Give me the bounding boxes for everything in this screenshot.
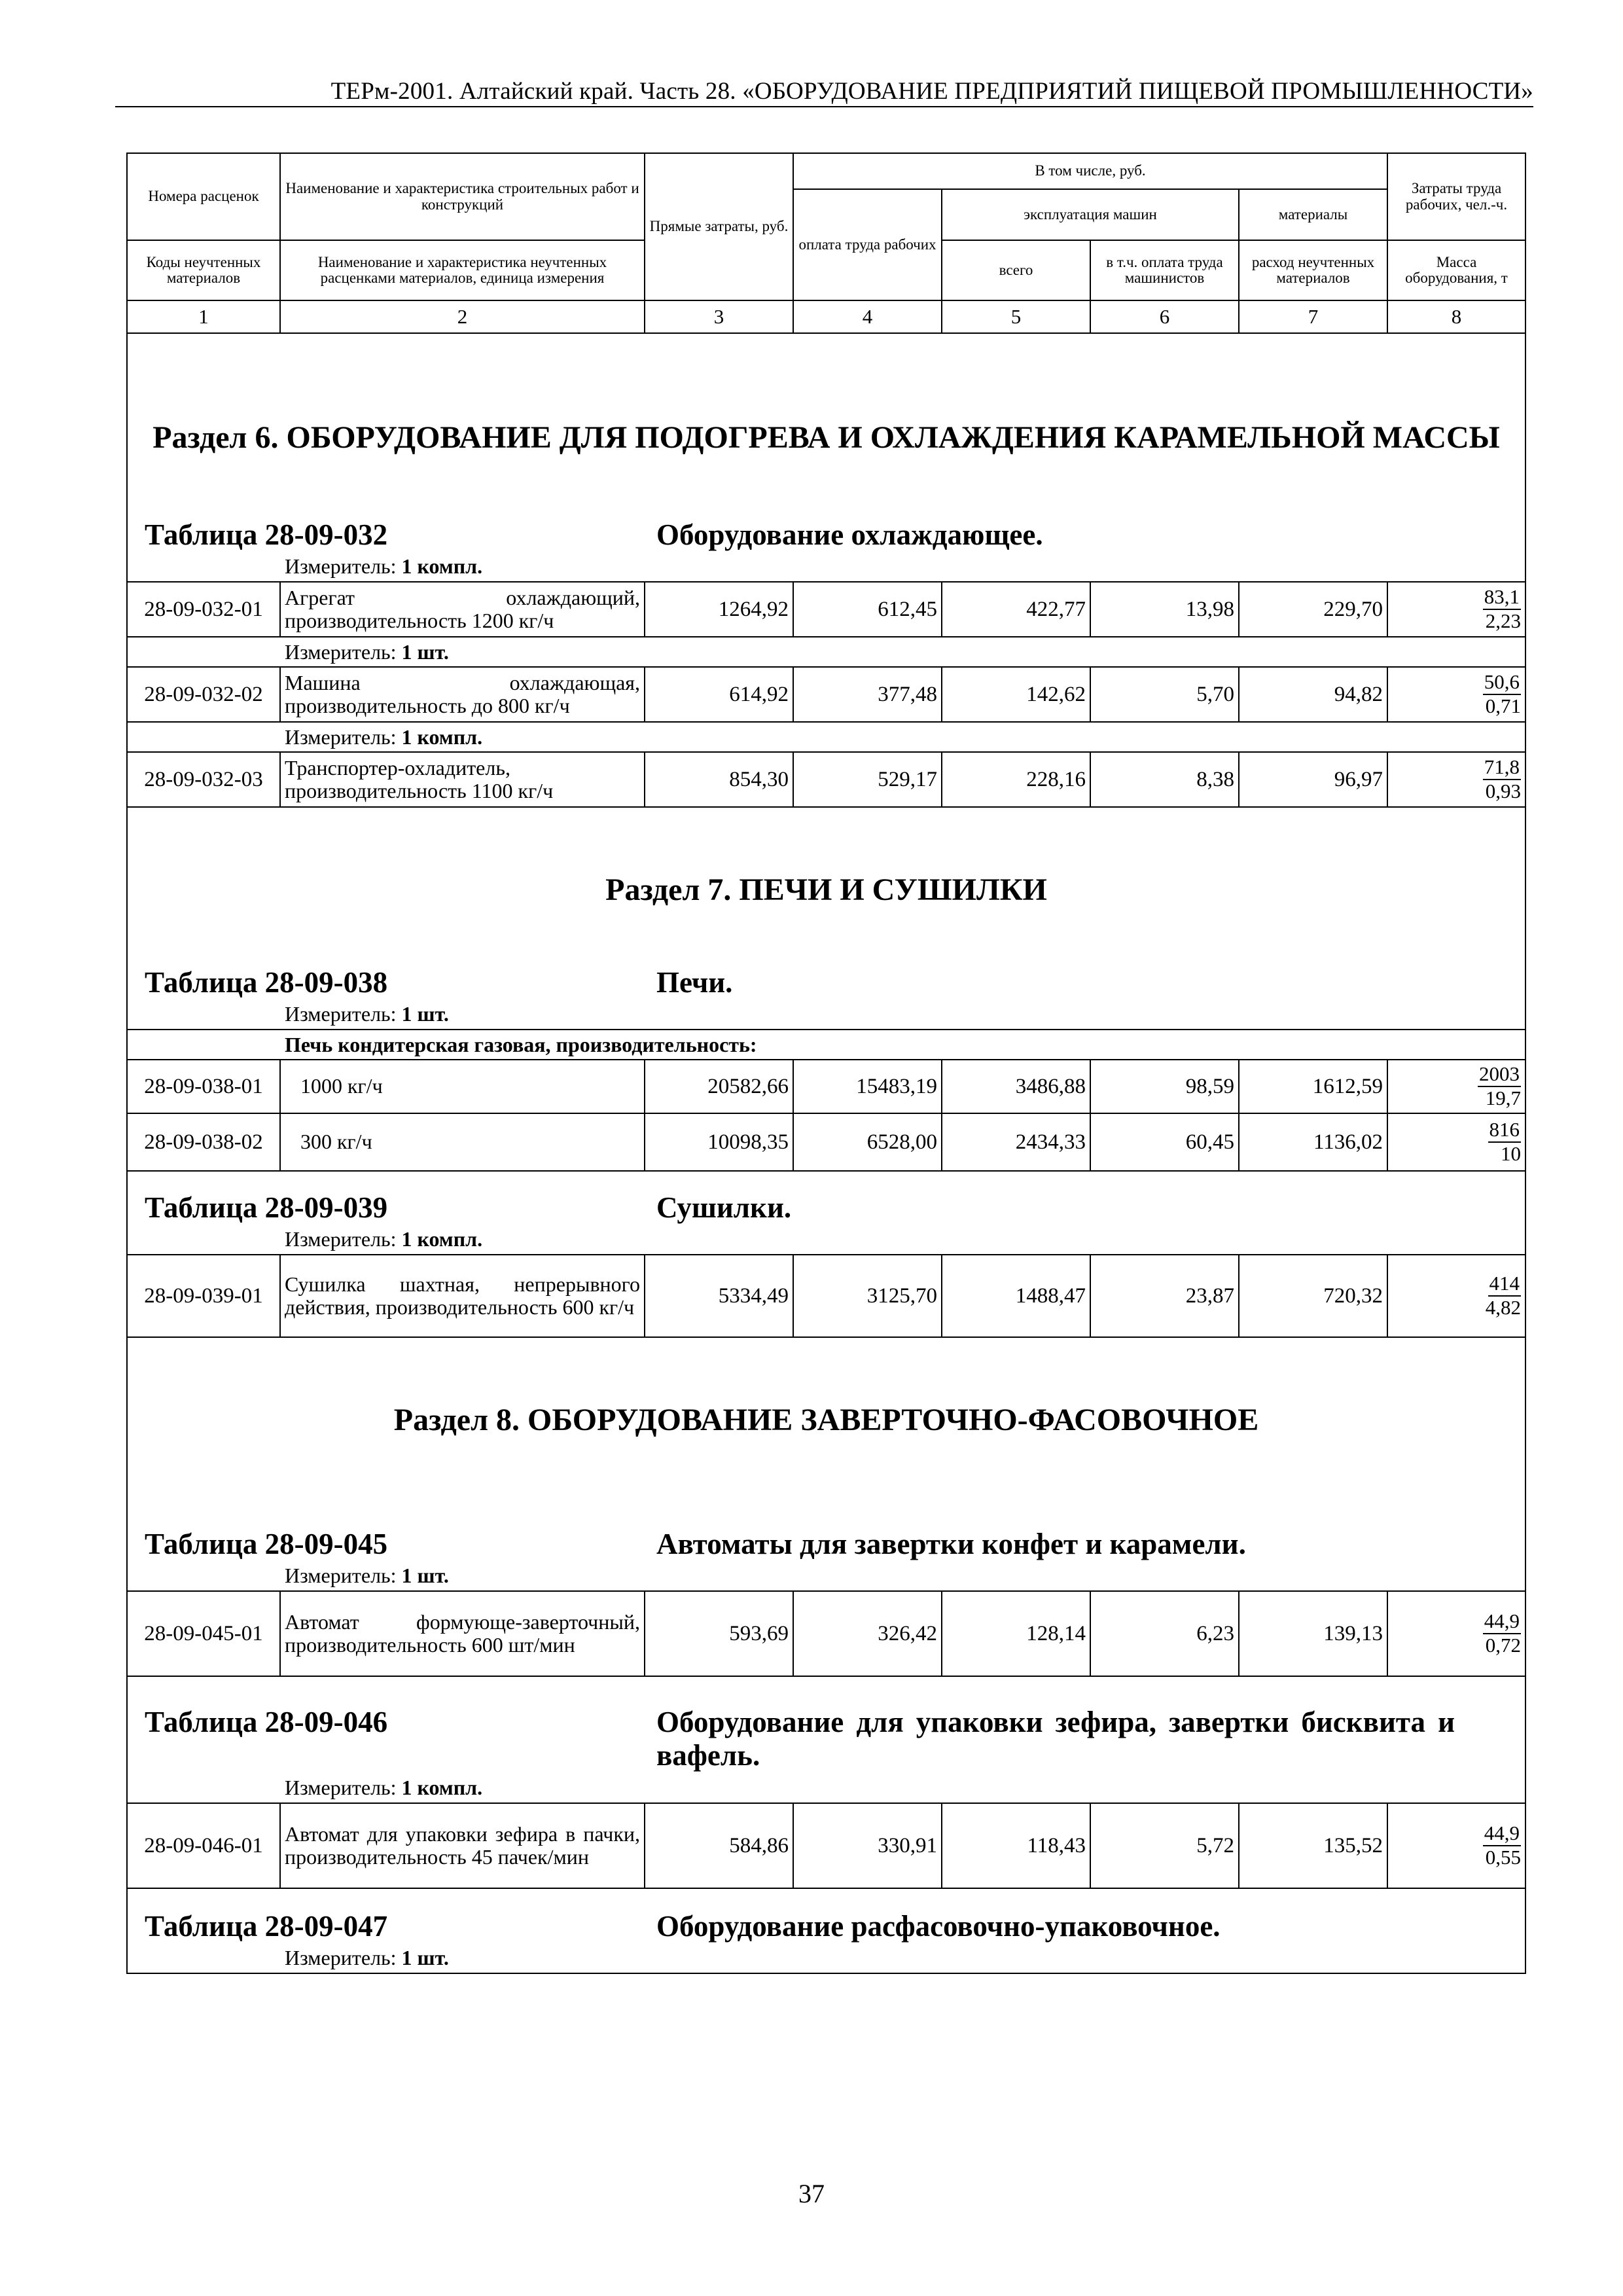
table-label: Таблица 28-09-046 — [145, 1705, 388, 1738]
table-label: Таблица 28-09-045 — [145, 1528, 388, 1560]
table-label: Таблица 28-09-032 — [145, 518, 388, 551]
col3-header: Прямые затраты, руб. — [645, 153, 793, 300]
table-row: 28-09-032-01 Агрегат охлаждающий, производительность 1200 кг/ч 1264,92 612,45 422,77 13,98 229,70 83,1 2,23 — [127, 582, 1525, 637]
measure-row: Измеритель: 1 шт. — [127, 1943, 1525, 1973]
col-number: 8 — [1387, 300, 1525, 333]
measure-row: Измеритель: 1 компл. — [127, 552, 1525, 582]
measure-row: Измеритель: 1 шт. — [127, 999, 1525, 1030]
col5-header: всего — [942, 240, 1090, 300]
col6-header: в т.ч. оплата труда машинистов — [1090, 240, 1239, 300]
materials-header: материалы — [1239, 189, 1387, 240]
col-number: 1 — [127, 300, 280, 333]
measure-row: Измеритель: 1 шт. — [127, 637, 1525, 667]
table-name: Сушилки. — [656, 1191, 792, 1224]
table-row: 28-09-032-03 Транспортер-охладитель, производительность 1100 кг/ч 854,30 529,17 228,16 8,38 96,97 71,8 0,93 — [127, 752, 1525, 807]
table-name: Автоматы для завертки конфет и карамели. — [656, 1528, 1246, 1560]
machines-header: эксплуатация машин — [942, 189, 1239, 240]
group-row: Печь кондитерская газовая, производительность: — [127, 1030, 1525, 1060]
col1-header-top: Номера расценок — [127, 153, 280, 240]
table-row: 28-09-039-01 Сушилка шахтная, непрерывного действия, производительность 600 кг/ч 5334,49 3125,70 1488,47 23,87 720,32 414 4,82 — [127, 1255, 1525, 1337]
header-rule — [115, 106, 1533, 107]
measure-row: Измеритель: 1 шт. — [127, 1561, 1525, 1591]
col-number: 2 — [280, 300, 645, 333]
table-row: 28-09-046-01 Автомат для упаковки зефира в пачки, производительность 45 пачек/мин 584,86 330,91 118,43 5,72 135,52 44,9 0,55 — [127, 1803, 1525, 1888]
table-name: Оборудование охлаждающее. — [656, 518, 1043, 551]
table-label: Таблица 28-09-047 — [145, 1910, 388, 1943]
table-label: Таблица 28-09-038 — [145, 966, 388, 999]
rates-table — [126, 152, 1526, 1974]
table-name: Оборудование для упаковки зефира, завертки бисквита и вафель. — [656, 1705, 1455, 1772]
table-row: 28-09-032-02 Машина охлаждающая, производительность до 800 кг/ч 614,92 377,48 142,62 5,70 94,82 50,6 0,71 — [127, 667, 1525, 722]
col2-header-bottom: Наименование и характеристика неучтенных расценками материалов, единица измерения — [280, 240, 645, 300]
col1-header-bottom: Коды неучтенных материалов — [127, 240, 280, 300]
group-header: В том числе, руб. — [793, 153, 1387, 189]
table-name: Оборудование расфасовочно-упаковочное. — [656, 1910, 1221, 1943]
table-name: Печи. — [656, 966, 733, 999]
section-title: Раздел 7. ПЕЧИ И СУШИЛКИ — [127, 807, 1525, 931]
section-title: Раздел 6. ОБОРУДОВАНИЕ ДЛЯ ПОДОГРЕВА И ОХЛАЖДЕНИЯ КАРАМЕЛЬНОЙ МАССЫ — [127, 333, 1525, 515]
col8-header-bottom: Масса оборудования, т — [1387, 240, 1525, 300]
col-number: 7 — [1239, 300, 1387, 333]
col2-header-top: Наименование и характеристика строительных работ и конструкций — [280, 153, 645, 240]
section-title: Раздел 8. ОБОРУДОВАНИЕ ЗАВЕРТОЧНО-ФАСОВОЧНОЕ — [127, 1337, 1525, 1472]
col8-header-top: Затраты труда рабочих, чел.-ч. — [1387, 153, 1525, 240]
table-row: 28-09-038-01 1000 кг/ч 20582,66 15483,19 3486,88 98,59 1612,59 2003 19,7 — [127, 1060, 1525, 1113]
measure-row: Измеритель: 1 компл. — [127, 1225, 1525, 1255]
measure-row: Измеритель: 1 компл. — [127, 1773, 1525, 1803]
running-header: ТЕРм-2001. Алтайский край. Часть 28. «ОБОРУДОВАНИЕ ПРЕДПРИЯТИЙ ПИЩЕВОЙ ПРОМЫШЛЕННОСТИ» — [330, 78, 1533, 105]
col-number: 3 — [645, 300, 793, 333]
table-row: 28-09-045-01 Автомат формующе-заверточный, производительность 600 шт/мин 593,69 326,42 128,14 6,23 139,13 44,9 0,72 — [127, 1591, 1525, 1676]
table-label: Таблица 28-09-039 — [145, 1191, 388, 1224]
col-number: 4 — [793, 300, 942, 333]
table-row: 28-09-038-02 300 кг/ч 10098,35 6528,00 2434,33 60,45 1136,02 816 10 — [127, 1113, 1525, 1171]
col-number: 5 — [942, 300, 1090, 333]
col7-header: расход неучтенных материалов — [1239, 240, 1387, 300]
col4-header: оплата труда рабочих — [793, 189, 942, 300]
measure-row: Измеритель: 1 компл. — [127, 722, 1525, 752]
page-number: 37 — [798, 2179, 825, 2208]
col-number: 6 — [1090, 300, 1239, 333]
